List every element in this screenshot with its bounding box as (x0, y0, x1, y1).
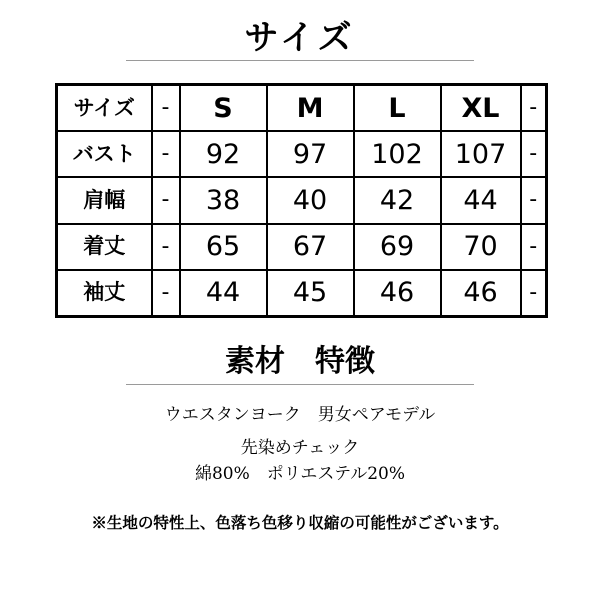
size-table-row (57, 224, 547, 270)
measurement-value: 42 (354, 177, 441, 223)
measurement-label: 着丈 (57, 224, 152, 270)
size-table-row (57, 177, 547, 223)
material-section-title: 素材 特徴 (225, 344, 375, 379)
size-header-row (57, 85, 547, 132)
measurement-value: 44 (441, 177, 521, 223)
measurement-value: 46 (354, 270, 441, 317)
size-table-row (57, 270, 547, 317)
measurement-value: 40 (267, 177, 354, 223)
measurement-label: 袖丈 (57, 270, 152, 317)
empty-cell: - (521, 224, 547, 270)
empty-cell: - (152, 131, 180, 177)
feature-line-material: 綿80% ポリエステル20% (194, 464, 406, 484)
feature-line-pattern: 先染めチェック (240, 438, 360, 458)
measurement-value: 38 (180, 177, 267, 223)
size-header-label: サイズ (57, 85, 152, 132)
measurement-value: 92 (180, 131, 267, 177)
material-title-divider (126, 384, 474, 385)
measurement-value: 67 (267, 224, 354, 270)
size-table (55, 83, 548, 318)
measurement-label: バスト (57, 131, 152, 177)
size-title-divider (126, 60, 474, 61)
measurement-value: 44 (180, 270, 267, 317)
feature-line-style: ウエスタンヨーク 男女ペアモデル (164, 405, 436, 425)
empty-cell: - (152, 270, 180, 317)
empty-cell: - (521, 270, 547, 317)
empty-cell: - (521, 131, 547, 177)
size-table-row (57, 131, 547, 177)
empty-cell: - (152, 224, 180, 270)
measurement-value: 46 (441, 270, 521, 317)
measurement-value: 65 (180, 224, 267, 270)
empty-cell: - (152, 85, 180, 132)
empty-cell: - (521, 177, 547, 223)
measurement-value: 107 (441, 131, 521, 177)
measurement-value: 102 (354, 131, 441, 177)
empty-cell: - (521, 85, 547, 132)
measurement-value: 45 (267, 270, 354, 317)
measurement-value: 70 (441, 224, 521, 270)
measurement-value: 97 (267, 131, 354, 177)
measurement-label: 肩幅 (57, 177, 152, 223)
care-note: ※生地の特性上、色落ち色移り収縮の可能性がございます。 (91, 513, 509, 532)
empty-cell: - (152, 177, 180, 223)
size-column-header: S (180, 85, 267, 132)
size-column-header: L (354, 85, 441, 132)
measurement-value: 69 (354, 224, 441, 270)
size-section-title: サイズ (244, 18, 356, 58)
size-column-header: XL (441, 85, 521, 132)
size-column-header: M (267, 85, 354, 132)
